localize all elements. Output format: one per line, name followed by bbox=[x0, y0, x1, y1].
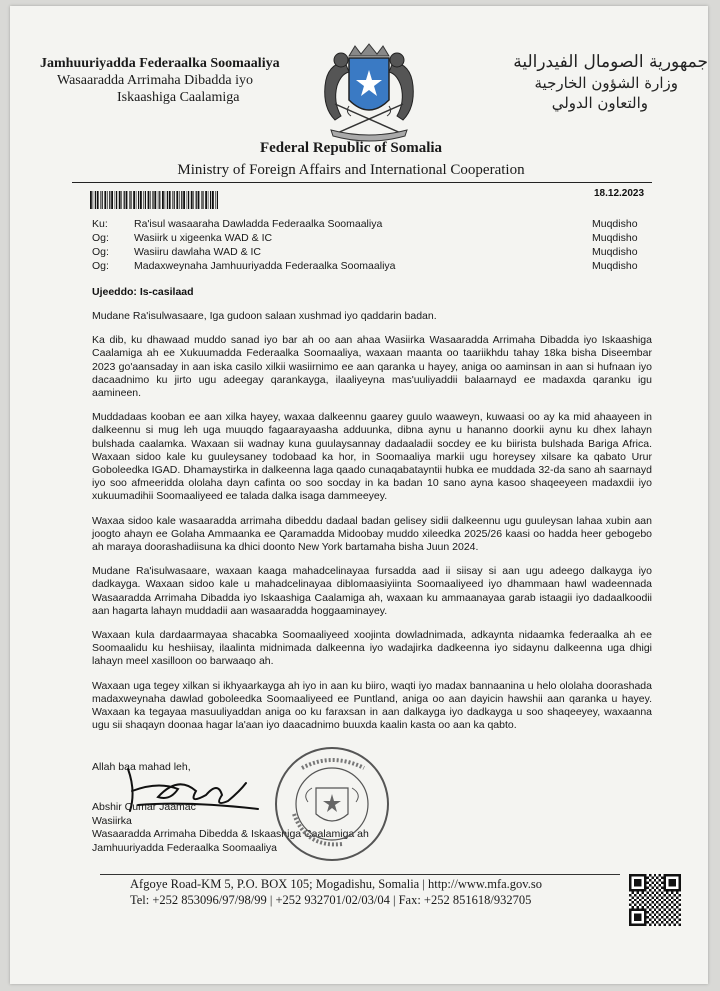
body-paragraph: Waxaan uga tegey xilkan si ikhyaarkayga ah iyo in aan ku biiro, waqti iyo madax bannaanina u helo ololaha doorashada madaxweynaha dawlad goboleedka Soomaaliyeed ee Puntland, aniga oo aan dayicin hawshii aan qaranka u hayey. Waxaan ka tegayaa masuuliyaddan aniga oo ku faraxsan in aan dalkayga iyo dadkayga u soo shaqeeyey, waxaanna ugu sii shaqayn doonaa hagar la'aan iyo daacadnimo buuxda kaalin kasta oo aan ka qabto. bbox=[92, 679, 652, 732]
letter-page bbox=[10, 6, 708, 984]
addressee-city: Muqdisho bbox=[592, 260, 638, 272]
addressee-name: Madaxweynaha Jamhuuriyadda Federaalka Soomaaliya bbox=[134, 260, 396, 272]
header-ministry-arabic-line2: والتعاون الدولي bbox=[551, 94, 648, 112]
addressee-city: Muqdisho bbox=[592, 218, 638, 230]
signatory-ministry: Wasaaradda Arrimaha Dibedda & Iskaashiga Caalamiga ah bbox=[92, 828, 369, 840]
signatory-title: Wasiirka bbox=[92, 814, 132, 827]
header-republic-english: Federal Republic of Somalia bbox=[259, 140, 443, 156]
body-paragraph: Mudane Ra'isulwasaare, waxaan kaaga mahadcelinayaa fursadda aad ii siisay si aan ugu adeego dalkayga iyo dadkayga. Waxaan sidoo kale u mahadcelinayaa diblomaasiyiinta Soomaaliyeed iyo dhammaan hawl wadeennada Wasaaradda Arrimaha Dibadda iyo Iskaashiga Caalamiga ah, waxaan ku ammaanayaa garab istaagii iyo dadaalkoodii aan hagarta lahayn muddadii aan wasaaradda hoggaaminayey. bbox=[92, 565, 652, 617]
header-republic-arabic: جمهورية الصومال الفيدرالية bbox=[513, 52, 708, 72]
addressee-row bbox=[92, 217, 652, 231]
header-republic-somali: Jamhuuriyadda Federaalka Soomaaliya bbox=[40, 56, 280, 71]
footer-contact bbox=[130, 876, 630, 908]
addressee-prefix: Ku: bbox=[92, 218, 108, 230]
footer-address: Afgoye Road-KM 5, P.O. BOX 105; Mogadishu, Somalia | http://www.mfa.gov.so bbox=[130, 877, 542, 891]
addressee-prefix: Og: bbox=[92, 232, 109, 244]
header-right-arabic bbox=[428, 52, 708, 112]
addressee-row bbox=[92, 231, 652, 245]
closing-phrase: Allah baa mahad leh, bbox=[92, 761, 191, 773]
letter-body bbox=[92, 310, 652, 743]
coat-of-arms-emblem bbox=[305, 42, 433, 142]
body-paragraph: Muddadaas kooban ee aan xilka hayey, waxaa dalkeennu gaarey guulo waaweyn, kuwaasi oo ay ka mid ahaayeen in dalkeennu si mug leh uga muuqdo fagaarayaasha adduunka, dibna aynu u hananno doorkii aynu ku dhex lahayn bulshada caalamka. Waxaan sii wadnay kuna guulaysannay dadaaladii socdey ee ku biirista bulshada Bariga Africa. Waxaan sidoo kale ku guuleysaney todobaad ka hor, in Soomaaliya markii ugu horeysey xilsare ka qabato Urur Goboleedka IGAD. Dhamaystirka in dalkeenna laga qaado cunaqabatayntii hubka ee muddada 32-da sano ah saarnayd iyo soo afmeeridda ololaha dayn cafinta oo soo socday in ka badan 10 sano ayna kasoo shaqeeyeen madaxdii iyo xukuumadihii Soomaaliyeed ee talada dalka isaga dammeeyey. bbox=[92, 411, 652, 503]
addressee-row bbox=[92, 245, 652, 259]
header-ministry-english: Ministry of Foreign Affairs and International Cooperation bbox=[177, 162, 525, 178]
header-ministry-somali-line2: Iskaashiga Caalamiga bbox=[117, 90, 240, 105]
addressee-name: Wasiirk u xigeenka WAD & IC bbox=[134, 232, 273, 244]
official-stamp bbox=[272, 744, 392, 864]
signatory-country: Jamhuuriyadda Federaalka Soomaaliya bbox=[92, 841, 278, 854]
addressee-name: Ra'isul wasaaraha Dawladda Federaalka Soomaaliya bbox=[134, 218, 383, 230]
footer-phone-fax: Tel: +252 853096/97/98/99 | +252 932701/02/03/04 | Fax: +252 851618/932705 bbox=[130, 893, 532, 907]
footer-divider bbox=[100, 874, 620, 875]
addressee-prefix: Og: bbox=[92, 260, 109, 272]
signatory-name: Abshir Cumar Jaamac bbox=[92, 801, 196, 813]
barcode bbox=[90, 191, 220, 209]
letter-date: 18.12.2023 bbox=[594, 188, 645, 199]
addressee-prefix: Og: bbox=[92, 246, 109, 258]
body-paragraph: Waxaa sidoo kale wasaaradda arrimaha dibeddu dadaal badan gelisey sidii dalkeennu ugu guuleysan lahaa xubin aan joogto ahayn ee Golaha Ammaanka ee Qaramadda Midoobay muddo xileedka 2025/26 kaasi oo hadda heer gebogebo ah maraya doorashadiisuna ka dhici doonto New York bartamaha bisha Juun 2024. bbox=[92, 514, 652, 554]
addressee-city: Muqdisho bbox=[592, 246, 638, 258]
header-ministry-somali-line1: Wasaaradda Arrimaha Dibadda iyo bbox=[57, 73, 253, 88]
addressee-row bbox=[92, 259, 652, 273]
body-paragraph: Waxaan kula dardaarmayaa shacabka Soomaaliyeed xoojinta dowladnimada, adkaynta nidaamka federaalka ah ee Soomaalidu ku heshiisay, ilaalinta midnimada dalkeenna iyo wadajirka dadkeenna iyo sidaynu dalkeenna uga dhigi lahayn meel xasilloon oo barwaaqo ah. bbox=[92, 629, 652, 668]
header-ministry-arabic-line1: وزارة الشؤون الخارجية bbox=[534, 74, 678, 92]
addressee-name: Wasiiru dawlaha WAD & IC bbox=[134, 246, 262, 258]
letter-subject: Ujeeddo: Is-casilaad bbox=[92, 286, 194, 298]
addressee-list bbox=[92, 217, 652, 273]
body-paragraph: Mudane Ra'isulwasaare, Iga gudoon salaan xushmad iyo qaddarin badan. bbox=[92, 310, 437, 322]
body-paragraph: Ka dib, ku dhawaad muddo sanad iyo bar ah oo aan ahaa Wasiirka Wasaaradda Arrimaha Dibadda iyo Iskaashiga Caalamiga ah ee Xukuumadda Federaalka Soomaaliya, waxaan maanta oo taariikhdu tahay 18ka bisha Diseembar 2023 go'aansaday in aan iska casilo xilkii wasiirnimo ee aan qaranka u hayey, aniga oo aaminsan in aan si hufnaan iyo dacaadnimo ku jirto ugu adeegay qarankayga, ilaaliyeyna mas'uuliyaddii balaarnayd ee madaxda qaranku igu aamineen. bbox=[92, 334, 652, 400]
header-left-somali bbox=[38, 56, 308, 106]
addressee-city: Muqdisho bbox=[592, 232, 638, 244]
qr-code bbox=[629, 874, 681, 926]
header-divider bbox=[72, 182, 652, 183]
